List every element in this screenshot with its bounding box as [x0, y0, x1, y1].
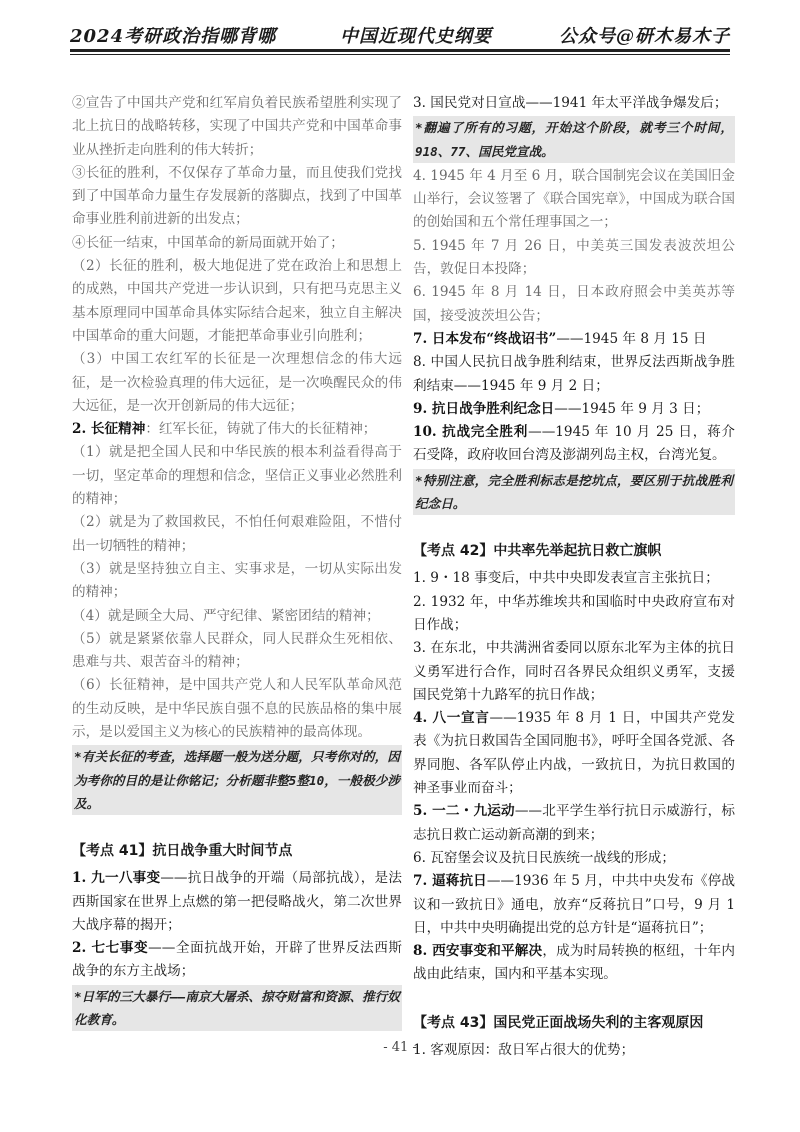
header-center-title: 中国近现代史纲要: [340, 26, 492, 47]
list-item-text: ——全面抗战开始，开辟了世界反法西斯战争的东方主战场；: [72, 940, 402, 980]
list-item-text: ，成为时局转换的枢纽，十年内战由此结束，国内和平基本实现。: [413, 943, 735, 983]
section-heading: 【考点 43】国民党正面战场失利的主客观原因: [413, 1014, 704, 1031]
list-item-text: ——抗日战争的开端（局部抗战），是法西斯国家在世界上点燃的第一把侵略战火，第二次世界大战序幕的揭开；: [72, 870, 402, 933]
right-column: [413, 92, 735, 1062]
list-item-text: ——1945 年 10 月 25 日，蒋介石受降，政府收回台湾及澎湖列岛主权，台湾光复。: [413, 424, 735, 464]
list-item: 3. 国民党对日宣战——1941 年太平洋战争爆发后；: [413, 95, 728, 111]
paragraph: ②宣告了中国共产党和红军肩负着民族希望胜利实现了北上抗日的战略转移，实现了中国共产党和中国革命事业从挫折走向胜利的伟大转折；: [72, 95, 402, 158]
bold-term: 9. 抗日战争胜利纪念日: [413, 400, 555, 417]
list-item: [413, 800, 735, 847]
bold-term: 1. 九一八事变: [72, 870, 161, 887]
section-heading: 【考点 41】抗日战争重大时间节点: [72, 843, 293, 860]
header-rule-thick: [70, 49, 730, 52]
paragraph-text: ：红军长征，铸就了伟大的长征精神；: [145, 421, 377, 438]
bold-term: 7. 逼蒋抗日: [413, 873, 487, 890]
list-item: 4. 1945 年 4 月至 6 月，联合国制宪会议在美国旧金山举行，会议签署了《联合国宪章》，中国成为联合国的创始国和五个常任理事国之一；: [413, 167, 735, 231]
list-item: [413, 398, 735, 421]
list-item: [413, 328, 735, 351]
paragraph: ③长征的胜利，不仅保存了革命力量，而且使我们党找到了中国革命力量生存发展新的落脚点，找到了中国革命事业胜利前进新的出发点；: [72, 164, 402, 228]
list-item: 6. 瓦窑堡会议及抗日民族统一战线的形成；: [413, 849, 675, 866]
list-item-text: ——1945 年 9 月 3 日；: [554, 400, 710, 417]
list-item-text: ——1935 年 8 月 1 日，中国共产党发表《为抗日救国告全国同胞书》，呼吁全国各党派、各界同胞、各军队停止内战，一致抗日，为抗日救国的神圣事业而奋斗；: [413, 710, 735, 797]
section-heading: 【考点 42】中共率先举起抗日救亡旗帜: [413, 543, 662, 560]
list-item: 1. 9・18 事变后，中共中央即发表宣言主张抗日；: [413, 570, 719, 587]
bold-term: 8. 西安事变和平解决: [413, 943, 543, 960]
paragraph: （3）就是坚持独立自主、实事求是，一切从实际出发的精神；: [72, 560, 402, 601]
list-item-text: ——1936 年 5 月，中共中央发布《停战议和一致抗日》通电，放弃“反蒋抗日”口号，9 月 1 日，中共中央明确提出党的总方针是“逼蒋抗日”；: [413, 873, 735, 936]
list-item: 6. 1945 年 8 月 14 日，日本政府照会中美英苏等国，接受波茨坦公告；: [413, 284, 735, 324]
list-item: 5. 1945 年 7 月 26 日，中美英三国发表波茨坦公告，敦促日本投降；: [413, 237, 735, 278]
paragraph: ④长征一结束，中国革命的新局面就开始了；: [72, 234, 344, 251]
list-item: 8. 中国人民抗日战争胜利结束，世界反法西斯战争胜利结束——1945 年 9 月 2 日；: [413, 354, 735, 394]
list-item: [413, 707, 735, 800]
paragraph: （5）就是紧紧依靠人民群众，同人民群众生死相依、患难与共、艰苦奋斗的精神；: [72, 630, 402, 671]
page-number: - 41 -: [383, 1040, 417, 1055]
note-box: *翻遍了所有的习题，开始这个阶段，就考三个时间，918、77、国民党宣战。: [413, 116, 735, 163]
left-column: [72, 92, 402, 1033]
header-rule-thin: [70, 54, 730, 55]
bold-term: 2. 七七事变: [72, 940, 149, 957]
list-item: [72, 937, 402, 984]
paragraph: （2）长征的胜利，极大地促进了党在政治上和思想上的成熟，中国共产党进一步认识到，只有把马克思主义基本原理同中国革命具体实际结合起来，独立自主解决中国革命的重大问题，才能把革命事业引向胜利；: [72, 258, 402, 344]
bold-term: 7. 日本发布“终战诏书”: [413, 330, 557, 347]
list-item: 3. 在东北，中共满洲省委同以原东北军为主体的抗日义勇军进行合作，同时召各界民众组织义勇军，支援国民党第十九路军的抗日作战；: [413, 640, 735, 703]
header-right-title: 公众号@研木易木子: [559, 26, 730, 47]
bold-term: 5. 一二・九运动: [413, 803, 515, 820]
paragraph: （2）就是为了救国救民，不怕任何艰难险阻，不惜付出一切牺牲的精神；: [72, 514, 402, 554]
paragraph: （3）中国工农红军的长征是一次理想信念的伟大远征，是一次检验真理的伟大远征，是一次唤醒民众的伟大远征，是一次开创新局的伟大远征；: [72, 351, 402, 414]
paragraph: （4）就是顾全大局、严守纪律、紧密团结的精神；: [72, 607, 380, 624]
bold-term: 4. 八一宣言: [413, 710, 490, 727]
paragraph: （1）就是把全国人民和中华民族的根本利益看得高于一切，坚定革命的理想和信念，坚信正义事业必然胜利的精神；: [72, 444, 402, 508]
list-item: [413, 940, 735, 987]
list-item: 1. 客观原因：敌日军占很大的优势；: [413, 1041, 635, 1058]
header-left-title: 2024考研政治指哪背哪: [70, 26, 277, 47]
bold-term: 2. 长征精神: [72, 421, 146, 438]
note-box: *特别注意，完全胜利标志是挖坑点，要区别于抗战胜利纪念日。: [413, 469, 735, 516]
paragraph: （6）长征精神，是中国共产党人和人民军队革命风范的生动反映，是中华民族自强不息的民族品格的集中展示，是以爱国主义为核心的民族精神的最高体现。: [72, 677, 402, 741]
note-box: *日军的三大暴行——南京大屠杀、掠夺财富和资源、推行奴化教育。: [72, 985, 402, 1032]
note-box: *有关长征的考查，选择题一般为送分题，只考你对的，因为考你的目的是让你铭记；分析题非整5整10，一般极少涉及。: [72, 745, 402, 815]
paragraph: [72, 418, 402, 441]
list-item: [413, 870, 735, 940]
list-item: [413, 421, 735, 468]
list-item-text: ——北平学生举行抗日示威游行，标志抗日救亡运动新高潮的到来；: [413, 803, 735, 843]
list-item: [72, 867, 402, 937]
bold-term: 10. 抗战完全胜利: [413, 424, 529, 441]
page-header: [70, 22, 730, 62]
list-item-text: ——1945 年 8 月 15 日: [556, 330, 707, 347]
list-item: 2. 1932 年，中华苏维埃共和国临时中央政府宣布对日作战；: [413, 593, 735, 633]
